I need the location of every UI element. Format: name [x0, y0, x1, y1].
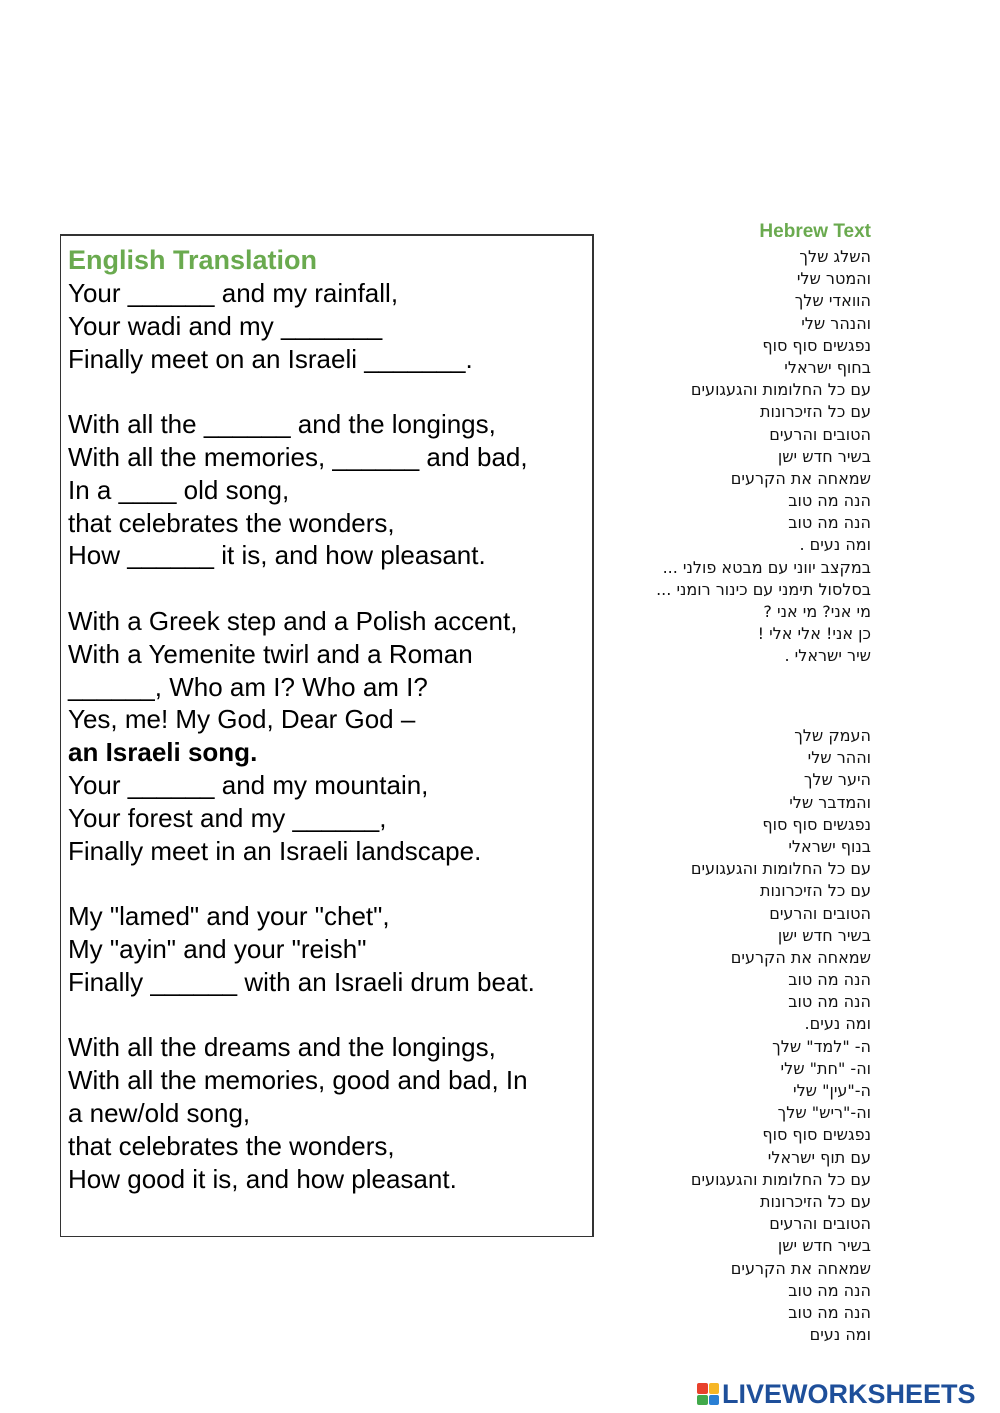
lyric-line: a new/old song,: [68, 1097, 251, 1128]
hebrew-text-title: Hebrew Text: [759, 221, 871, 242]
lyric-line: With all the dreams and the longings,: [68, 1032, 496, 1063]
hebrew-lyrics-verse-2: [571, 725, 871, 1346]
hebrew-lyric-line: עם כל החלומות והגעגועים: [690, 380, 871, 400]
hebrew-lyric-line: היער שלך: [803, 770, 871, 790]
hebrew-lyric-line: נפגשים סוף סוף: [762, 335, 871, 355]
logo-mark-icon: [697, 1383, 719, 1405]
hebrew-lyric-line: הנה מה טוב: [788, 1280, 871, 1300]
lyric-line: How good it is, and how pleasant.: [68, 1163, 457, 1194]
hebrew-lyric-line: והמדבר שלי: [789, 792, 871, 812]
english-lyrics: [68, 277, 588, 1195]
logo-mark-tile: [697, 1395, 708, 1406]
lyric-line: With a Greek step and a Polish accent,: [68, 605, 518, 636]
blank-line: [68, 572, 588, 605]
hebrew-lyric-line: הנה מה טוב: [788, 992, 871, 1012]
hebrew-lyric-line: שיר ישראלי .: [784, 646, 871, 666]
lyric-line: With all the memories, good and bad, In: [68, 1065, 528, 1096]
liveworksheets-logo[interactable]: [697, 1378, 976, 1410]
hebrew-lyric-line: ומה נעים: [809, 1325, 871, 1345]
hebrew-lyrics-verse-1: [571, 246, 871, 668]
hebrew-lyric-line: עם כל הזיכרונות: [759, 402, 871, 422]
hebrew-lyric-line: בשיר חדש ישן: [777, 446, 871, 466]
lyric-line: With all the ______ and the longings,: [68, 409, 496, 440]
lyric-line: With a Yemenite twirl and a Roman: [68, 638, 473, 669]
hebrew-lyric-line: עם כל החלומות והגעגועים: [690, 1169, 871, 1189]
hebrew-lyric-line: בחוף ישראלי: [784, 357, 871, 377]
lyric-line: Your ______ and my mountain,: [68, 769, 429, 800]
hebrew-lyric-line: וה- "חת" שלי: [780, 1058, 871, 1078]
hebrew-lyric-line: ה- "למד" שלך: [772, 1036, 871, 1056]
lyric-line: Finally ______ with an Israeli drum beat.: [68, 966, 535, 997]
english-translation-title: English Translation: [68, 245, 318, 275]
hebrew-lyric-line: והמטר שלי: [796, 269, 871, 289]
lyric-line: In a ____ old song,: [68, 474, 290, 505]
hebrew-lyric-line: שמאחה את הקרעים: [730, 1258, 871, 1278]
lyric-line: that celebrates the wonders,: [68, 507, 395, 538]
hebrew-lyric-line: הטובים והרעים: [769, 1214, 871, 1234]
lyric-line: Yes, me! My God, Dear God –: [68, 704, 416, 735]
logo-mark-tile: [709, 1395, 720, 1406]
lyric-line: that celebrates the wonders,: [68, 1130, 395, 1161]
hebrew-lyric-line: שמאחה את הקרעים: [730, 468, 871, 488]
hebrew-lyric-line: עם תוף ישראלי: [767, 1147, 871, 1167]
hebrew-lyric-line: הנה מה טוב: [788, 491, 871, 511]
hebrew-lyric-line: הנה מה טוב: [788, 1302, 871, 1322]
hebrew-lyric-line: נפגשים סוף סוף: [762, 814, 871, 834]
hebrew-lyric-line: בסלסול תימני עם כינור רומני ...: [656, 579, 871, 599]
hebrew-lyric-line: בשיר חדש ישן: [777, 1236, 871, 1256]
hebrew-lyric-line: עם כל הזיכרונות: [759, 881, 871, 901]
lyric-line: My "ayin" and your "reish": [68, 933, 367, 964]
blank-line: [68, 867, 588, 900]
hebrew-lyric-line: ה-"עין" שלי: [793, 1081, 871, 1100]
hebrew-lyric-line: ומה נעים.: [804, 1014, 871, 1034]
hebrew-lyric-line: נפגשים סוף סוף: [762, 1125, 871, 1145]
hebrew-lyric-line: כן אני! אלי אלי !: [757, 624, 871, 644]
lyric-line: Your wadi and my _______: [68, 310, 383, 341]
hebrew-lyric-line: השלג שלך: [799, 247, 871, 266]
lyric-line: Your ______ and my rainfall,: [68, 278, 399, 308]
lyric-line: My "lamed" and your "chet",: [68, 901, 390, 932]
hebrew-lyric-line: עם כל הזיכרונות: [759, 1191, 871, 1211]
lyric-line: How ______ it is, and how pleasant.: [68, 540, 486, 571]
hebrew-lyric-line: הטובים והרעים: [769, 903, 871, 923]
hebrew-lyric-line: בשיר חדש ישן: [777, 925, 871, 945]
hebrew-lyric-line: הוואדי שלך: [794, 291, 871, 311]
hebrew-lyric-line: ומה נעים .: [799, 535, 871, 555]
hebrew-lyric-line: עם כל החלומות והגעגועים: [690, 859, 871, 879]
logo-text: LIVEWORKSHEETS: [722, 1379, 976, 1409]
hebrew-lyric-line: שמאחה את הקרעים: [730, 947, 871, 967]
lyric-line: an Israeli song.: [68, 737, 258, 768]
hebrew-lyric-line: במקצב יווני עם מבטא פולני ...: [662, 557, 871, 577]
hebrew-lyric-line: הטובים והרעים: [769, 424, 871, 444]
hebrew-lyric-line: והנהר שלי: [801, 313, 871, 333]
lyric-line: ______, Who am I? Who am I?: [68, 671, 428, 702]
lyric-line: Finally meet on an Israeli _______.: [68, 343, 473, 374]
hebrew-lyric-line: הנה מה טוב: [788, 513, 871, 533]
lyric-line: Finally meet in an Israeli landscape.: [68, 835, 482, 866]
logo-mark-tile: [697, 1383, 708, 1394]
blank-line: [68, 999, 588, 1032]
hebrew-lyric-line: הנה מה טוב: [788, 970, 871, 990]
hebrew-lyric-line: וה-"ריש" שלך: [777, 1103, 871, 1123]
lyric-line: Your forest and my ______,: [68, 802, 387, 833]
logo-mark-tile: [709, 1383, 720, 1394]
blank-line: [68, 375, 588, 408]
lyric-line: With all the memories, ______ and bad,: [68, 441, 528, 472]
hebrew-lyric-line: מי אני? מי אני ?: [763, 602, 871, 621]
hebrew-lyric-line: בנוף ישראלי: [788, 836, 871, 856]
hebrew-lyric-line: העמק שלך: [794, 726, 871, 745]
hebrew-lyric-line: וההר שלי: [807, 748, 871, 768]
